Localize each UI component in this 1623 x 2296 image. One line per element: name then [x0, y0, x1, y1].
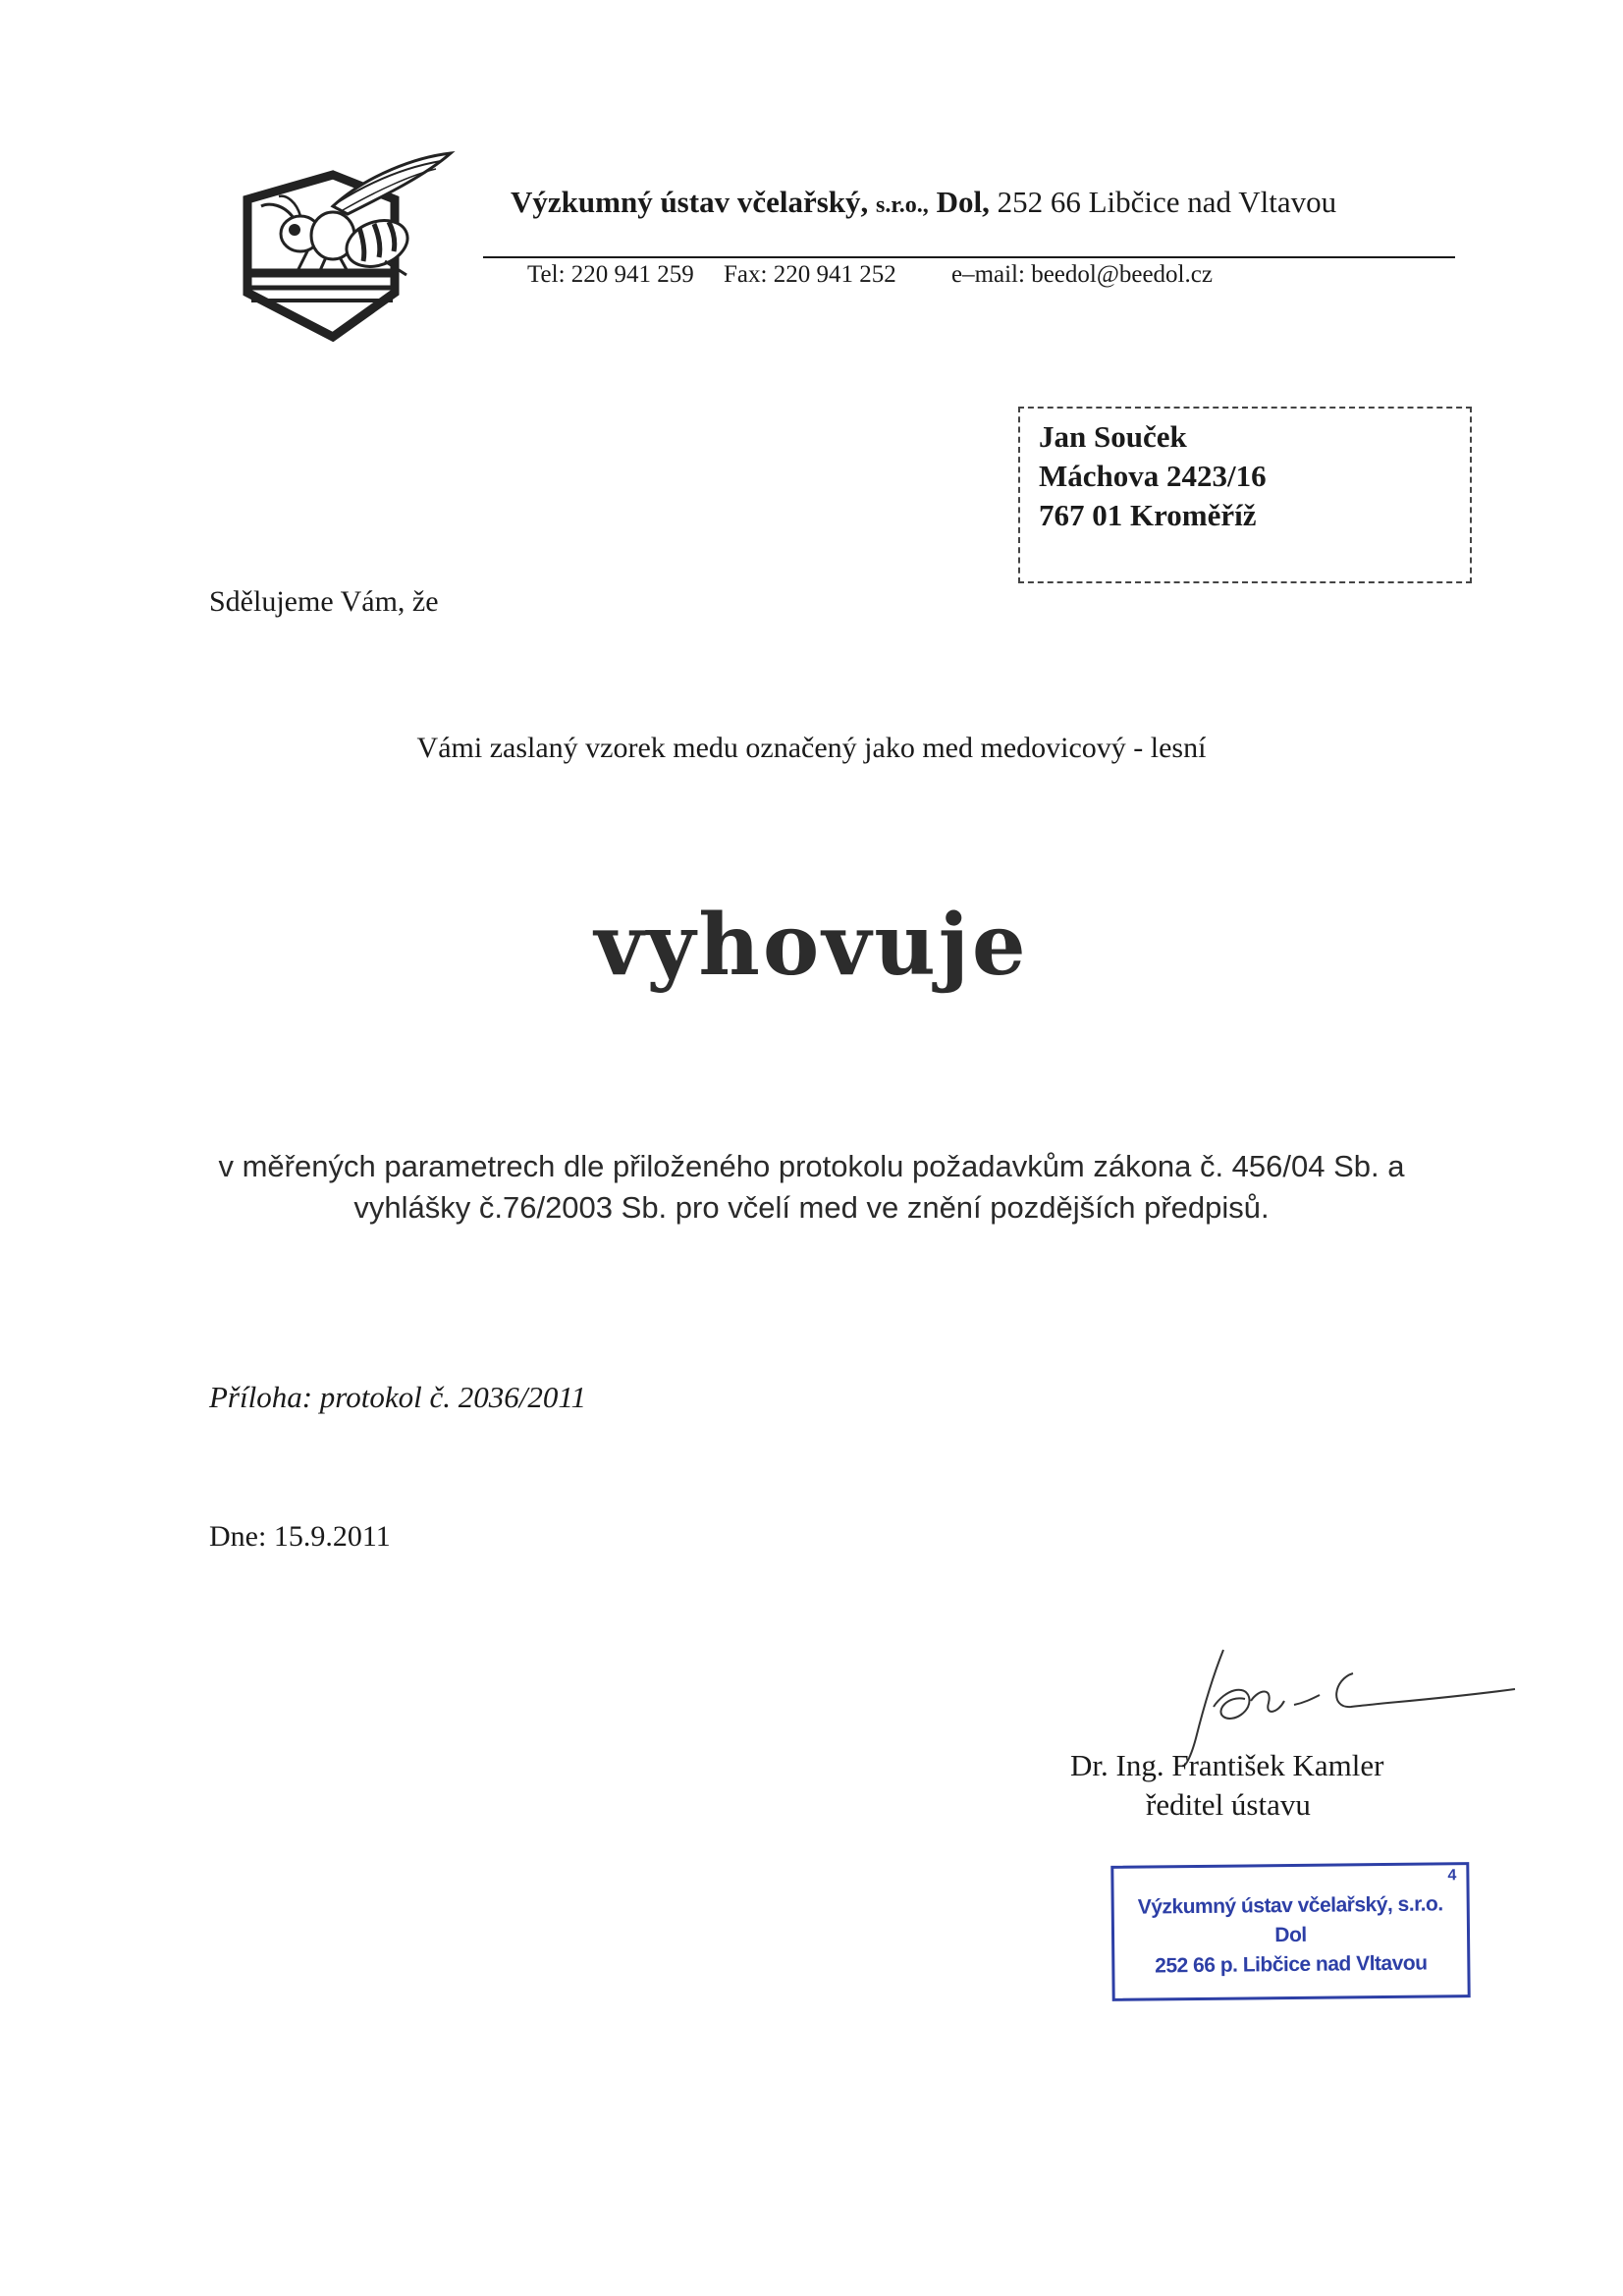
company-form: s.r.o., — [876, 192, 929, 218]
salutation: Sdělujeme Vám, že — [209, 585, 439, 618]
recipient-street: Máchova 2423/16 — [1039, 459, 1267, 493]
verdict-heading: vyhovuje — [594, 896, 1029, 995]
company-stamp — [1110, 1862, 1470, 2001]
company-place: Dol, — [936, 185, 990, 219]
signature-scribble-icon — [1157, 1630, 1530, 1768]
company-contact-line — [527, 261, 1213, 289]
company-tel: Tel: 220 941 259 — [527, 261, 694, 288]
stamp-number: 4 — [1447, 1867, 1457, 1885]
parameters-line-1: v měřených parametrech dle přiloženého protokolu požadavkům zákona č. 456/04 Sb. a — [218, 1149, 1405, 1183]
parameters-line-2: vyhlášky č.76/2003 Sb. pro včelí med ve znění pozdějších předpisů. — [353, 1190, 1270, 1225]
signer-title: ředitel ústavu — [1146, 1787, 1311, 1822]
signer-name: Dr. Ing. František Kamler — [1070, 1748, 1384, 1782]
company-email: e–mail: beedol@beedol.cz — [950, 261, 1213, 288]
attachment-note: Příloha: protokol č. 2036/2011 — [209, 1380, 587, 1414]
letter-date: Dne: 15.9.2011 — [209, 1520, 391, 1553]
stamp-line-company: Výzkumný ústav včelařský, s.r.o. — [1137, 1892, 1443, 1919]
header-divider — [483, 256, 1455, 258]
stamp-line-address: 252 66 p. Libčice nad Vltavou — [1155, 1951, 1428, 1978]
company-fax: Fax: 220 941 252 — [724, 261, 896, 288]
institute-logo — [240, 145, 456, 342]
stamp-line-place: Dol — [1274, 1923, 1307, 1947]
recipient-name: Jan Souček — [1039, 419, 1187, 454]
company-name: Výzkumný ústav včelařský, — [511, 185, 869, 219]
handwritten-signature — [1157, 1630, 1530, 1768]
company-address: 252 66 Libčice nad Vltavou — [997, 185, 1337, 219]
recipient-city: 767 01 Kroměříž — [1039, 498, 1257, 532]
bee-logo-icon — [240, 145, 456, 342]
sample-description: Vámi zaslaný vzorek medu označený jako med medovicový - lesní — [416, 732, 1207, 764]
company-name-line — [511, 185, 1336, 220]
